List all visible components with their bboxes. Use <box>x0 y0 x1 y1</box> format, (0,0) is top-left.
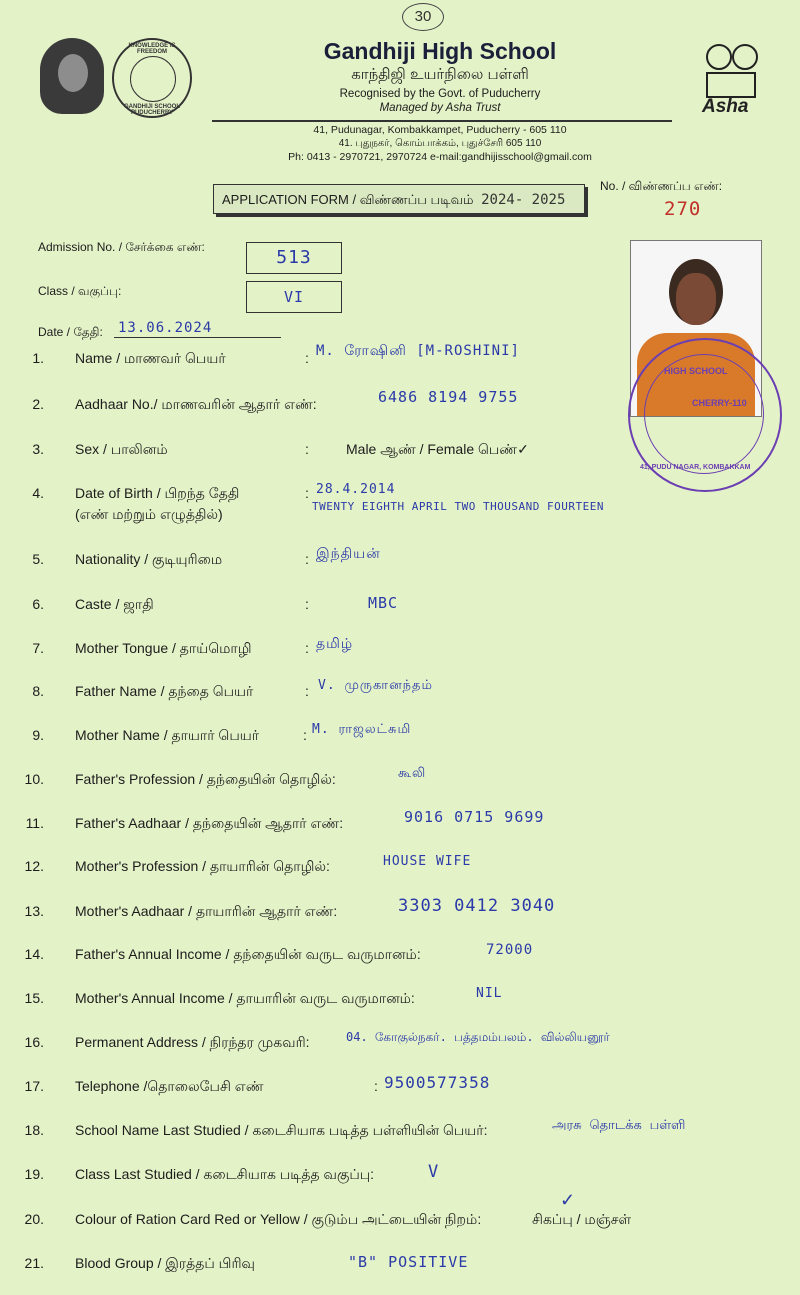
seal-text-top: KNOWLEDGE IS FREEDOM <box>128 43 176 55</box>
field-13-value[interactable]: 3303 0412 3040 <box>398 896 556 916</box>
field-17-number: 17. <box>24 1078 44 1094</box>
field-5-sep: : <box>305 551 309 567</box>
gandhi-portrait-logo <box>40 38 104 114</box>
field-7-sep: : <box>305 640 309 656</box>
field-1-value[interactable]: M. ரோஷினி [M-ROSHINI] <box>316 343 520 359</box>
date-label: Date / தேதி: <box>38 325 103 339</box>
contact-line: Ph: 0413 - 2970721, 2970724 e-mail:gandhijisschool@gmail.com <box>288 151 592 163</box>
field-4-value[interactable]: 28.4.2014 <box>316 482 396 497</box>
field-7-number: 7. <box>32 640 44 656</box>
class-label: Class / வகுப்பு: <box>38 284 122 298</box>
field-3-value[interactable]: Male ஆண் / Female பெண்✓ <box>346 441 529 457</box>
field-14-label: Father's Annual Income / தந்தையின் வருட வருமானம்: <box>75 946 421 962</box>
page-number: 30 <box>402 3 444 31</box>
field-1-number: 1. <box>32 350 44 366</box>
field-14-number: 14. <box>24 946 44 962</box>
school-name-tamil: காந்திஜி உயர்நிலை பள்ளி <box>351 66 529 83</box>
field-5-number: 5. <box>32 551 44 567</box>
field-17-label: Telephone /தொலைபேசி எண் <box>75 1078 264 1094</box>
field-5-label: Nationality / குடியுரிமை <box>75 551 223 567</box>
field-8-sep: : <box>305 683 309 699</box>
field-9-sep: : <box>303 727 307 743</box>
address-english: 41, Pudunagar, Kombakkampet, Puducherry - 605 110 <box>313 124 567 136</box>
field-6-label: Caste / ஜாதி <box>75 596 154 612</box>
field-9-label: Mother Name / தாயார் பெயர் <box>75 727 260 743</box>
field-3-number: 3. <box>32 441 44 457</box>
field-6-number: 6. <box>32 596 44 612</box>
field-16-label: Permanent Address / நிரந்தர முகவரி: <box>75 1034 310 1050</box>
field-4-sublabel: (எண் மற்றும் எழுத்தில்) <box>75 506 223 522</box>
field-6-value[interactable]: MBC <box>368 594 399 612</box>
field-10-number: 10. <box>24 771 44 787</box>
field-19-value[interactable]: V <box>428 1162 440 1182</box>
field-13-label: Mother's Aadhaar / தாயாரின் ஆதார் எண்: <box>75 903 338 919</box>
field-1-sep: : <box>305 350 309 366</box>
field-13-number: 13. <box>24 903 44 919</box>
stamp-line-1: HIGH SCHOOL <box>664 366 728 376</box>
admission-label: Admission No. / சேர்க்கை எண்: <box>38 240 205 254</box>
asha-logo <box>700 42 764 120</box>
field-20-label: Colour of Ration Card Red or Yellow / குடும்ப அட்டையின் நிறம்: <box>75 1211 482 1227</box>
field-6-sep: : <box>305 596 309 612</box>
field-14-value[interactable]: 72000 <box>486 942 534 958</box>
admission-number-field[interactable]: 513 <box>246 242 342 274</box>
asha-logo-text: Asha <box>702 96 749 117</box>
stamp-line-2: CHERRY-110 <box>692 398 747 408</box>
field-8-label: Father Name / தந்தை பெயர் <box>75 683 254 699</box>
field-18-value[interactable]: அரசு தொடக்க பள்ளி <box>552 1118 686 1133</box>
field-21-label: Blood Group / இரத்தப் பிரிவு <box>75 1255 255 1271</box>
field-4-words-value[interactable]: TWENTY EIGHTH APRIL TWO THOUSAND FOURTEEN <box>312 500 605 513</box>
field-5-value[interactable]: இந்தியன் <box>316 546 381 562</box>
field-12-number: 12. <box>24 858 44 874</box>
school-name: Gandhiji High School <box>323 38 557 64</box>
field-4-sep: : <box>305 485 309 501</box>
field-16-number: 16. <box>24 1034 44 1050</box>
managed-by-text: Managed by Asha Trust <box>379 102 501 114</box>
field-12-value[interactable]: HOUSE WIFE <box>383 854 472 869</box>
field-2-label: Aadhaar No./ மாணவரின் ஆதார் எண்: <box>75 396 317 412</box>
field-2-number: 2. <box>32 396 44 412</box>
field-8-number: 8. <box>32 683 44 699</box>
field-7-value[interactable]: தமிழ் <box>316 636 354 652</box>
field-4-number: 4. <box>32 485 44 501</box>
field-9-value[interactable]: M. ராஜலட்சுமி <box>312 722 412 737</box>
field-11-value[interactable]: 9016 0715 9699 <box>404 808 545 826</box>
date-field[interactable]: 13.06.2024 <box>118 320 213 336</box>
field-19-label: Class Last Studied / கடைசியாக படித்த வகுப்பு: <box>75 1166 375 1182</box>
field-11-label: Father's Aadhaar / தந்தையின் ஆதார் எண்: <box>75 815 344 831</box>
school-stamp <box>628 338 782 492</box>
field-7-label: Mother Tongue / தாய்மொழி <box>75 640 252 656</box>
header-divider <box>212 120 672 122</box>
form-title: APPLICATION FORM / விண்ணப்ப படிவம் <box>222 192 474 207</box>
recognition-text: Recognised by the Govt. of Puducherry <box>339 88 541 100</box>
field-17-sep: : <box>374 1078 378 1094</box>
field-9-number: 9. <box>32 727 44 743</box>
application-number-label: No. / விண்ணப்ப எண்: <box>600 179 723 193</box>
ration-card-check-icon: ✓ <box>560 1190 576 1210</box>
class-field[interactable]: VI <box>246 281 342 313</box>
form-year: 2024- 2025 <box>481 192 566 208</box>
field-19-number: 19. <box>24 1166 44 1182</box>
field-15-label: Mother's Annual Income / தாயாரின் வருட வருமானம்: <box>75 990 415 1006</box>
field-15-value[interactable]: NIL <box>476 986 503 1001</box>
application-number-value: 270 <box>664 198 702 220</box>
field-16-value[interactable]: 04. கோகுல்நகர். பத்தமம்பலம். வில்லியனூர் <box>346 1030 610 1044</box>
field-10-value[interactable]: கூலி <box>398 766 427 781</box>
field-12-label: Mother's Profession / தாயாரின் தொழில்: <box>75 858 330 874</box>
field-20-value[interactable]: சிகப்பு / மஞ்சள் <box>532 1211 632 1227</box>
field-10-label: Father's Profession / தந்தையின் தொழில்: <box>75 771 336 787</box>
field-17-value[interactable]: 9500577358 <box>384 1073 491 1092</box>
field-3-sep: : <box>305 441 309 457</box>
date-underline <box>114 337 281 338</box>
field-18-number: 18. <box>24 1122 44 1138</box>
field-20-number: 20. <box>24 1211 44 1227</box>
field-2-value[interactable]: 6486 8194 9755 <box>378 388 519 406</box>
field-15-number: 15. <box>24 990 44 1006</box>
field-11-number: 11. <box>25 815 44 831</box>
field-8-value[interactable]: V. முருகானந்தம் <box>318 678 433 693</box>
field-4-label: Date of Birth / பிறந்த தேதி <box>75 485 240 501</box>
field-21-number: 21. <box>24 1255 44 1271</box>
form-title-box <box>213 184 585 214</box>
address-tamil: 41. புதுநகர், கொம்பாக்கம், புதுச்சேரி 605 110 <box>338 138 542 149</box>
field-1-label: Name / மாணவர் பெயர் <box>75 350 226 366</box>
field-18-label: School Name Last Studied / கடைசியாக படித்த பள்ளியின் பெயர்: <box>75 1122 488 1138</box>
field-3-label: Sex / பாலினம் <box>75 441 168 457</box>
stamp-line-3: 41, PUDU NAGAR, KOMBAKKAM <box>640 464 751 471</box>
field-21-value[interactable]: "B" POSITIVE <box>348 1253 469 1271</box>
seal-text-bottom: GANDHIJI SCHOOL PUDUCHERRY <box>123 104 180 116</box>
school-seal-logo <box>112 38 192 118</box>
